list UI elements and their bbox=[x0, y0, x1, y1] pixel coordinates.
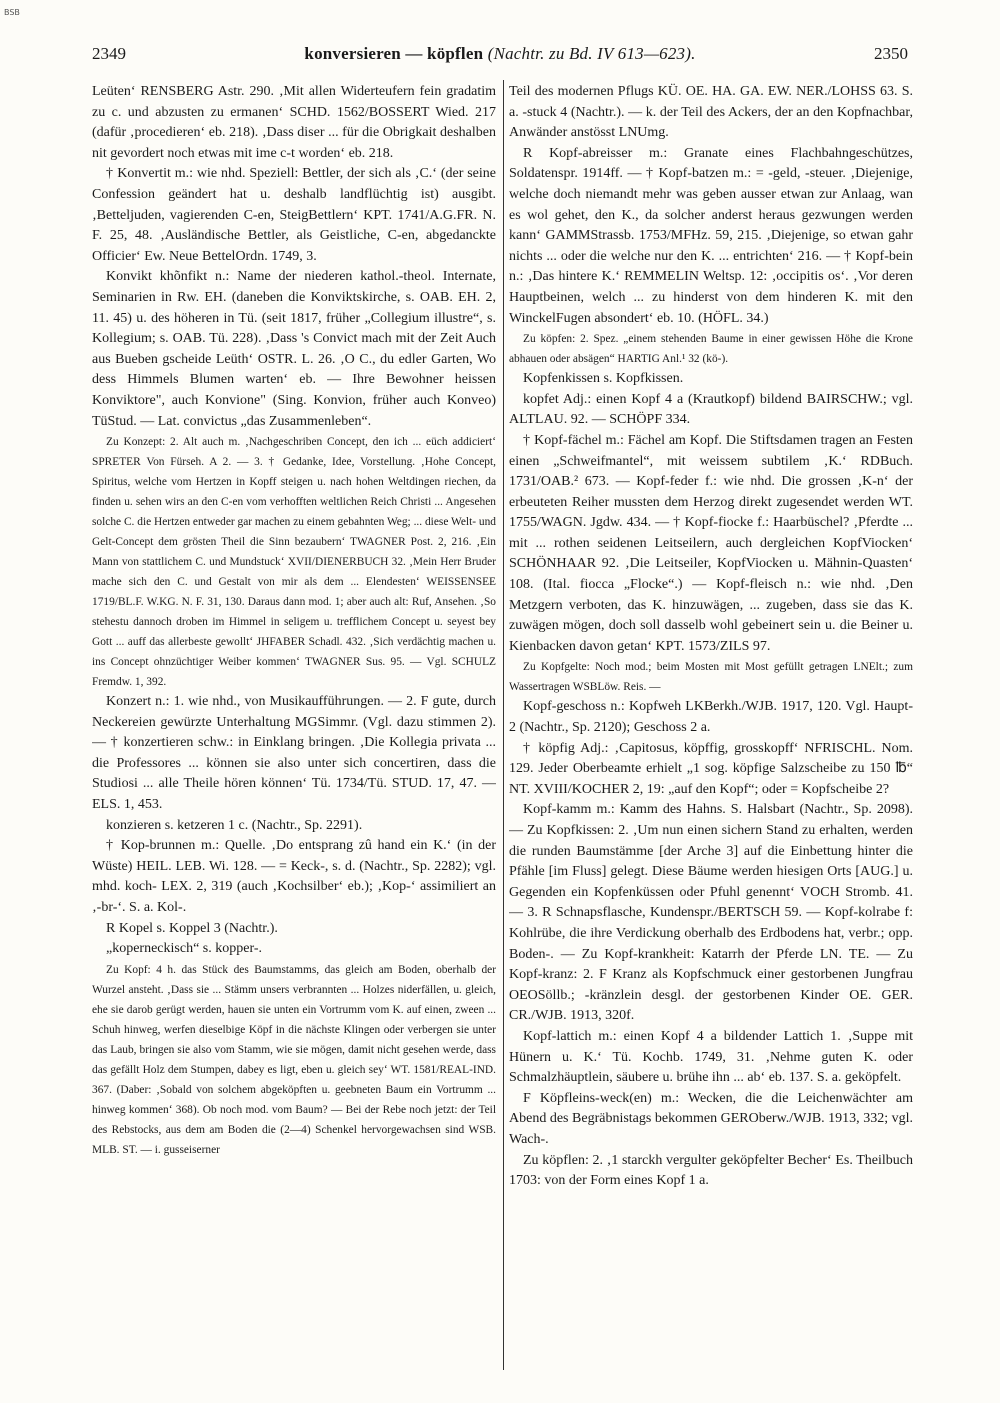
dictionary-entry: Kopf-kamm m.: Kamm des Hahns. S. Halsbart (Nachtr., Sp. 2098). — Zu Kopfkissen: 2. ‚Um nun einen sichern Stand zu erhalten, werden die runden Baumstämme [der Arche 3] auf die Einbettung hinter die Pfähle [im Fluss] gelegt. Diese Bäume werden hiesigen Orts [AUG.] u. Gegenden ein Kopfenküssen oder Pfuhl genennt‘ VOCH Stromb. 41. — 3. R Schnapsflasche, Kundenspr./BERTSCH 59. — Kopf-kolrabe f: Kohlrübe, die ihre Verdickung oberhalb des Erdbodens hat, verbr.; opp. Boden-. — Zu Kopf-krankheit: Katarrh der Pferde LN. TE. — Zu Kopf-kranz: 2. F Kranz als Kopfschmuck einer gestorbenen Jungfrau OEOSöllb.; -kränzlein desgl. der gestorbenen Kinder OE. GER. CR./WJB. 1913, 320f. bbox=[509, 802, 913, 1024]
dictionary-entry: Konzert n.: 1. wie nhd., von Musikaufführungen. — 2. F gute, durch Neckereien gewürzte Unterhaltung MGSimmr. (Vgl. dazu stimmen 2). — † konzertieren schw.: in Einklang bringen. ‚Die Kollegia privata ... die Professores ... können sie also unter sich concertiren, dass die Studiosi ... alle Theile hören können‘ Tü. 1734/Tü. STUD. 17, 47. — ELS. 1, 453. bbox=[92, 694, 496, 813]
left-column bbox=[92, 82, 496, 1389]
right-column bbox=[509, 82, 913, 1389]
dictionary-entry: Zu Konzept: 2. Alt auch m. ‚Nachgeschriben Concept, den ich ... eüch addiciert‘ SPRETER Von Fürseh. A 2. — 3. † Gedanke, Idee, Vorstellung. ‚Hohe Concept, Spiritus, welche vom Hertzen in Kopff steigen u. nach hohen Weltdingen riechen, da finden u. sehen wirs an den C-en vom verhofften weltlichen Reich Christi ... Angesehen solche C. die Hertzen entweder gar machen zu einem gebahnten Weg; ... diese Welt- und Gelt-Concept dem grösten Theil die Sinn bezaubern‘ TWAGNER Post. 2, 216. ‚Ein Mann von stattlichem C. und Mundstuck‘ XVII/DIENERBUCH 32. ‚Mein Herr Bruder mache sich den C. und Gestalt von mir als dem ... Elendesten‘ WEISSENSEE 1719/BL.F. W.KG. N. F. 31, 130. Daraus dann mod. 1; aber auch alt: Ruf, Ansehen. ‚So stehestu dannoch droben im Himmel in seligem u. trefflichem Concept u. seyest bey Gott ... auff das allerbeste gewollt‘ JHFABER Schadl. 432. ‚Sich verdächtig machen u. ins Concept ohnzüchtiger Weiber kommen‘ TWAGNER Sus. 95. — Vgl. SCHULZ Fremdw. 1, 392. bbox=[92, 436, 496, 689]
running-title-main: konversieren — köpflen bbox=[304, 44, 484, 63]
dictionary-entry: † Konvertit m.: wie nhd. Speziell: Bettler, der sich als ‚C.‘ (der seine Confession geändert hat u. deshalb landflüchtig ist) ausgibt. ‚Betteljuden, vagierenden C-en, SteigBettlern‘ KPT. 1741/A.G.FR. N. F. 25, 48. ‚Ausländische Bettler, als Geistliche, C-en, abgedanckte Officier‘ Ew. Neue BettelOrdn. 1749, 3. bbox=[92, 166, 496, 264]
dictionary-entry: Zu Kopf: 4 h. das Stück des Baumstamms, das gleich am Boden, oberhalb der Wurzel ansteht. ‚Dass sie ... Stämm unsers verbrannten ... Holzes niderfällen, u. gleich, ehe sie darob gerügt werden, hauen sie unten ein Vortrumm vom K. auf einen, zween ... Schuh hinweg, werfen dieselbige Köpf in die nächste Klingen oder verbergen sie unter das Laub, bringen sie also vom Stamm, wie sie mögen, damit nicht gesehen werde, dass das gefällt Holz dem Stumpen, dabey es ligt, eben u. gleich sey‘ WT. 1581/REAL-IND. 367. (Daber: ‚Sobald von solchem abgeköpften u. geebneten Baum ein Vortrumm ... hinweg kommen‘ 368). Ob noch mod. vom Baum? — Bei der Rebe noch jetzt: der Teil des Rebstocks, aus dem am Boden die (2—4) Schenkel hervorgewachsen sind WSB. MLB. ST. — i. gusseiserner bbox=[92, 963, 496, 1156]
dictionary-entry: Kopf-geschoss n.: Kopfweh LKBerkh./WJB. 1917, 120. Vgl. Haupt- 2 (Nachtr., Sp. 2120); Geschoss 2 a. bbox=[509, 699, 913, 736]
dictionary-entry: F Köpfleins-weck(en) m.: Wecken, die die Leichenwächter am Abend des Begräbnistags bekommen GEROberw./WJB. 1913, 332; vgl. Wach-. bbox=[509, 1090, 913, 1147]
dictionary-entry: † Kopf-fächel m.: Fächel am Kopf. Die Stiftsdamen tragen an Festen einen „Schweifmantel“, mit weissem subtilem ‚K.‘ RDBuch. 1731/OAB.² 673. — Kopf-feder f.: wie nhd. Die grossen ‚K-n‘ der erbeuteten Reiher mussten dem Herzog direkt zugesendet werden WT. 1755/WAGN. Jgdw. 434. — † Kopf-fiocke f.: Haarbüschel? ‚Pferdte ... mit ... rothen seidenen Leitseilern, auch dergleichen KopfViocken‘ SCHÖNHAAR 92. ‚Die Leitseiler, KopfViocken u. Mähnin-Quasten‘ 108. (Ital. fiocca „Flocke“.) — Kopf-fleisch n.: wie nhd. ‚Den Metzgern verboten, das K. hinzuwägen, ... zugeben, dass sie das K. zuwägen mögen, doch soll dasselb wohl gebeinert sein u. die Beiner u. Kienbacken davon getan‘ KPT. 1573/ZILS 97. bbox=[509, 432, 913, 654]
dictionary-entry: † köpfig Adj.: ‚Capitosus, köpffig, grosskopff‘ NFRISCHL. Nom. 129. Jeder Oberbeamte erhielt „1 sog. köpfige Salzscheibe zu 150 ℔“ NT. XVIII/KOCHER 2, 19: „auf den Kopf“; oder = Kopfscheibe 2? bbox=[509, 740, 913, 797]
page-number-left: 2349 bbox=[92, 44, 126, 63]
scan-mark: BSB bbox=[4, 8, 20, 17]
dictionary-entry: Kopfenkissen s. Kopfkissen. bbox=[523, 371, 684, 387]
dictionary-entry: kopfet Adj.: einen Kopf 4 a (Krautkopf) bildend BAIRSCHW.; vgl. ALTLAU. 92. — SCHÖPF 334. bbox=[509, 391, 913, 428]
dictionary-entry: Zu köpfen: 2. Spez. „einem stehenden Baume in einer gewissen Höhe die Krone abhauen oder absägen“ HARTIG Anl.¹ 32 (kö-). bbox=[509, 333, 913, 366]
dictionary-entry: „koperneckisch“ s. kopper-. bbox=[106, 941, 262, 957]
dictionary-entry: konzieren s. ketzeren 1 c. (Nachtr., Sp. 2291). bbox=[106, 817, 363, 833]
dictionary-entry: Teil des modernen Pflugs KÜ. OE. HA. GA. EW. NER./LOHSS 63. S. a. -stuck 4 (Nachtr.). — k. der Teil des Ackers, der an den Kopfnachbar, Anwänder anstösst LNUmg. bbox=[509, 84, 913, 141]
dictionary-entry: Zu Kopfgelte: Noch mod.; beim Mosten mit Most gefüllt getragen LNElt.; zum Wassertragen WSBLöw. Reis. — bbox=[509, 661, 913, 694]
dictionary-entry: R Kopel s. Koppel 3 (Nachtr.). bbox=[106, 920, 278, 936]
running-title bbox=[92, 44, 908, 64]
dictionary-entry: R Kopf-abreisser m.: Granate eines Flachbahngeschützes, Soldatenspr. 1914ff. — † Kopf-batzen m.: = -geld, -steuer. ‚Diejenige, welche doch niemandt mehr was geben ausser etwan zur Anlaag, wan es wol gehet, den K., da solcher anderst heraus gezwungen werden kann‘ GAMMStrassb. 1753/MFHz. 59, 215. ‚Diejenige, so etwan gahr nichts ... oder die welche nur den K. ... entrichten‘ 216. — † Kopf-bein n.: ‚Das hintere K.‘ REMMELIN Weltsp. 12: ‚occipitis os‘. ‚Vor deren Hauptbeinen, welch ... zu hinderst von dem hinderen K. mit den WinckelFugen absondert‘ eb. 10. (HÖFL. 34.) bbox=[509, 145, 913, 326]
page-number-right: 2350 bbox=[874, 44, 908, 63]
dictionary-entry: Leüten‘ RENSBERG Astr. 290. ‚Mit allen Widerteufern fein gradatim zu c. und abzusten zu ermanen‘ SCHD. 1562/BOSSERT Wied. 217 (dafür ‚procedieren‘ eb. 218). ‚Dass diser ... für die Obrigkait deshalben nit gevordert noch etwas mit ime c-t worden‘ eb. 218. bbox=[92, 84, 496, 161]
dictionary-entry: Konvikt khõnfikt n.: Name der niederen kathol.-theol. Internate, Seminarien in Rw. EH. (daneben die Konviktskirche, s. OAB. EH. 2, 11. 45) u. des höheren in Tü. (seit 1817, früher „Collegium illustre“, s. Kollegium; s. OAB. Tü. 228). ‚Dass 's Convict mach mit der Zeit Auch aus Bueben gscheide Leüth‘ OSTR. L. 26. ‚O C., du edler Garten, Wo dess Himmels Blumen warten‘ eb. — Ihre Bewohner heissen Konviktore", auch Konvione" (Sing. Konvion, früher auch Konveo) TüStud. — Lat. convictus „das Zusammenleben“. bbox=[92, 269, 496, 429]
page-header bbox=[92, 44, 908, 68]
dictionary-entry: Kopf-lattich m.: einen Kopf 4 a bildender Lattich 1. ‚Suppe mit Hünern u. K.‘ Tü. Kochb. 1749, 31. ‚Nehme guten K. oder Schmalzhäuptlein, säubere u. brühe ihn ... ab‘ eb. 137. S. a. geköpfelt. bbox=[509, 1028, 913, 1086]
column-divider bbox=[503, 80, 504, 1370]
dictionary-entry: Zu köpflen: 2. ‚1 starckh vergulter geköpfelter Becher‘ Es. Theilbuch 1703: von der Form eines Kopf 1 a. bbox=[509, 1152, 913, 1189]
running-title-ref: (Nachtr. zu Bd. IV 613—623). bbox=[487, 44, 696, 63]
dictionary-entry: † Kop-brunnen m.: Quelle. ‚Do entsprang zû hand ein K.‘ (in der Wüste) HEIL. LEB. Wi. 128. — = Keck-, s. d. (Nachtr., Sp. 2282); vgl. mhd. koch- LEX. 2, 319 (auch ‚Kochsilber‘ eb.); ‚Kop-‘ assimiliert an ‚-br-‘. S. a. Kol-. bbox=[92, 838, 496, 916]
